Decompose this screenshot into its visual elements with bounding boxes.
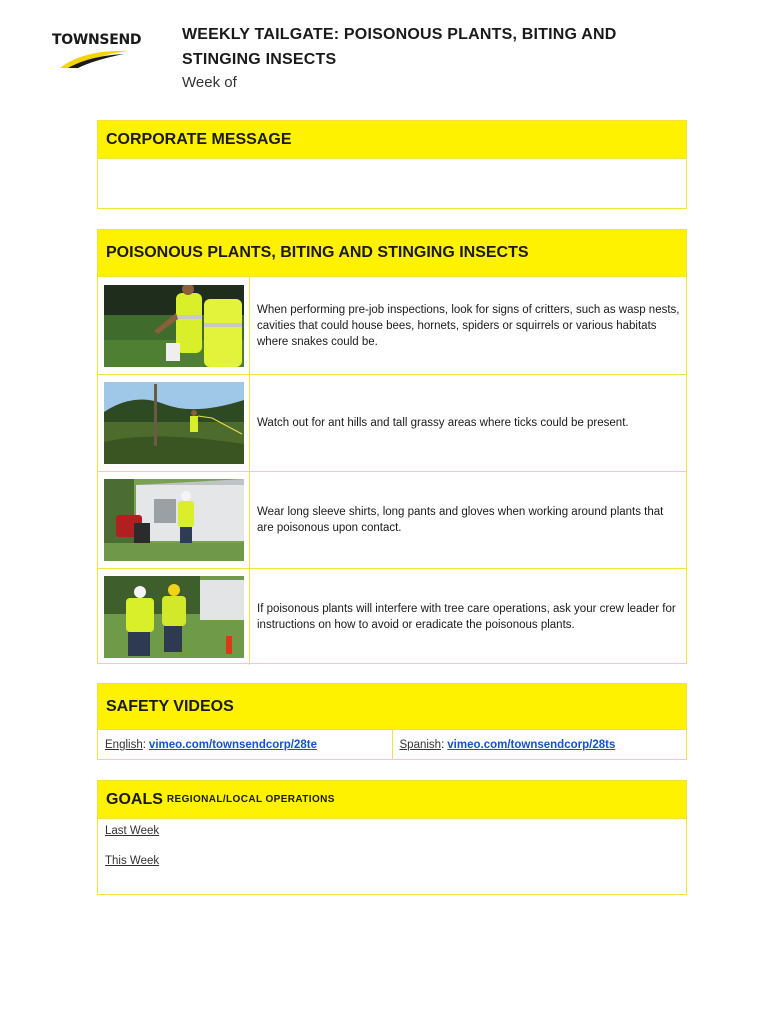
swoosh-icon <box>58 48 130 70</box>
tip-row <box>98 374 686 471</box>
plants-insects-section <box>97 229 687 664</box>
crew-inspection-photo <box>104 285 244 367</box>
last-week-label: Last Week <box>105 825 160 837</box>
spanish-video-cell: Spanish : vimeo.com/townsendcorp/28ts <box>392 730 687 760</box>
goals-subtitle: REGIONAL/LOCAL OPERATIONS <box>166 794 335 805</box>
corporate-message-section <box>97 120 687 209</box>
corporate-message-body <box>98 158 686 209</box>
photo-cell <box>98 375 250 471</box>
tips-table <box>98 276 686 665</box>
tip-text: Watch out for ant hills and tall grassy areas where ticks could be present. <box>257 417 629 429</box>
video-links-row <box>98 729 686 760</box>
tip-text: Wear long sleeve shirts, long pants and gloves when working around plants that are poisonous upon contact. <box>257 506 664 534</box>
spanish-label: Spanish <box>399 739 442 751</box>
tip-text: If poisonous plants will interfere with tree care operations, ask your crew leader for instructions on how to avoid or eradicate the poisonous plants. <box>257 603 676 631</box>
tip-row <box>98 471 686 568</box>
this-week-label: This Week <box>105 855 160 867</box>
crew-in-yard-photo <box>104 576 244 658</box>
spanish-video-link[interactable]: vimeo.com/townsendcorp/28ts <box>447 739 616 751</box>
goals-title: GOALS <box>106 790 163 808</box>
photo-cell <box>98 472 250 568</box>
goals-section <box>97 780 687 895</box>
worker-near-house-photo <box>104 479 244 561</box>
page-title: WEEKLY TAILGATE: POISONOUS PLANTS, BITING AND STINGING INSECTS <box>182 26 617 68</box>
plants-insects-heading: POISONOUS PLANTS, BITING AND STINGING INSECTS <box>98 230 686 276</box>
english-video-cell: English : vimeo.com/townsendcorp/28te <box>105 739 317 751</box>
grassy-field-photo <box>104 382 244 464</box>
goals-body <box>98 818 686 895</box>
photo-cell <box>98 277 250 374</box>
tip-text: When performing pre-job inspections, look for signs of critters, such as wasp nests, cavities that could house bees, hornets, spiders or squirrels or various habitats where snakes could be. <box>257 303 680 348</box>
safety-videos-heading: SAFETY VIDEOS <box>98 684 686 729</box>
townsend-logo <box>52 30 142 70</box>
english-label: English <box>105 739 143 751</box>
week-of-label: Week of <box>182 74 237 91</box>
corporate-message-heading: CORPORATE MESSAGE <box>98 121 686 158</box>
safety-videos-section <box>97 683 687 760</box>
english-video-link[interactable]: vimeo.com/townsendcorp/28te <box>148 739 317 751</box>
photo-cell <box>98 569 250 665</box>
tip-row <box>98 568 686 665</box>
logo-text: TOWNSEND <box>52 32 142 48</box>
goals-heading <box>98 781 686 818</box>
tip-row <box>98 277 686 374</box>
